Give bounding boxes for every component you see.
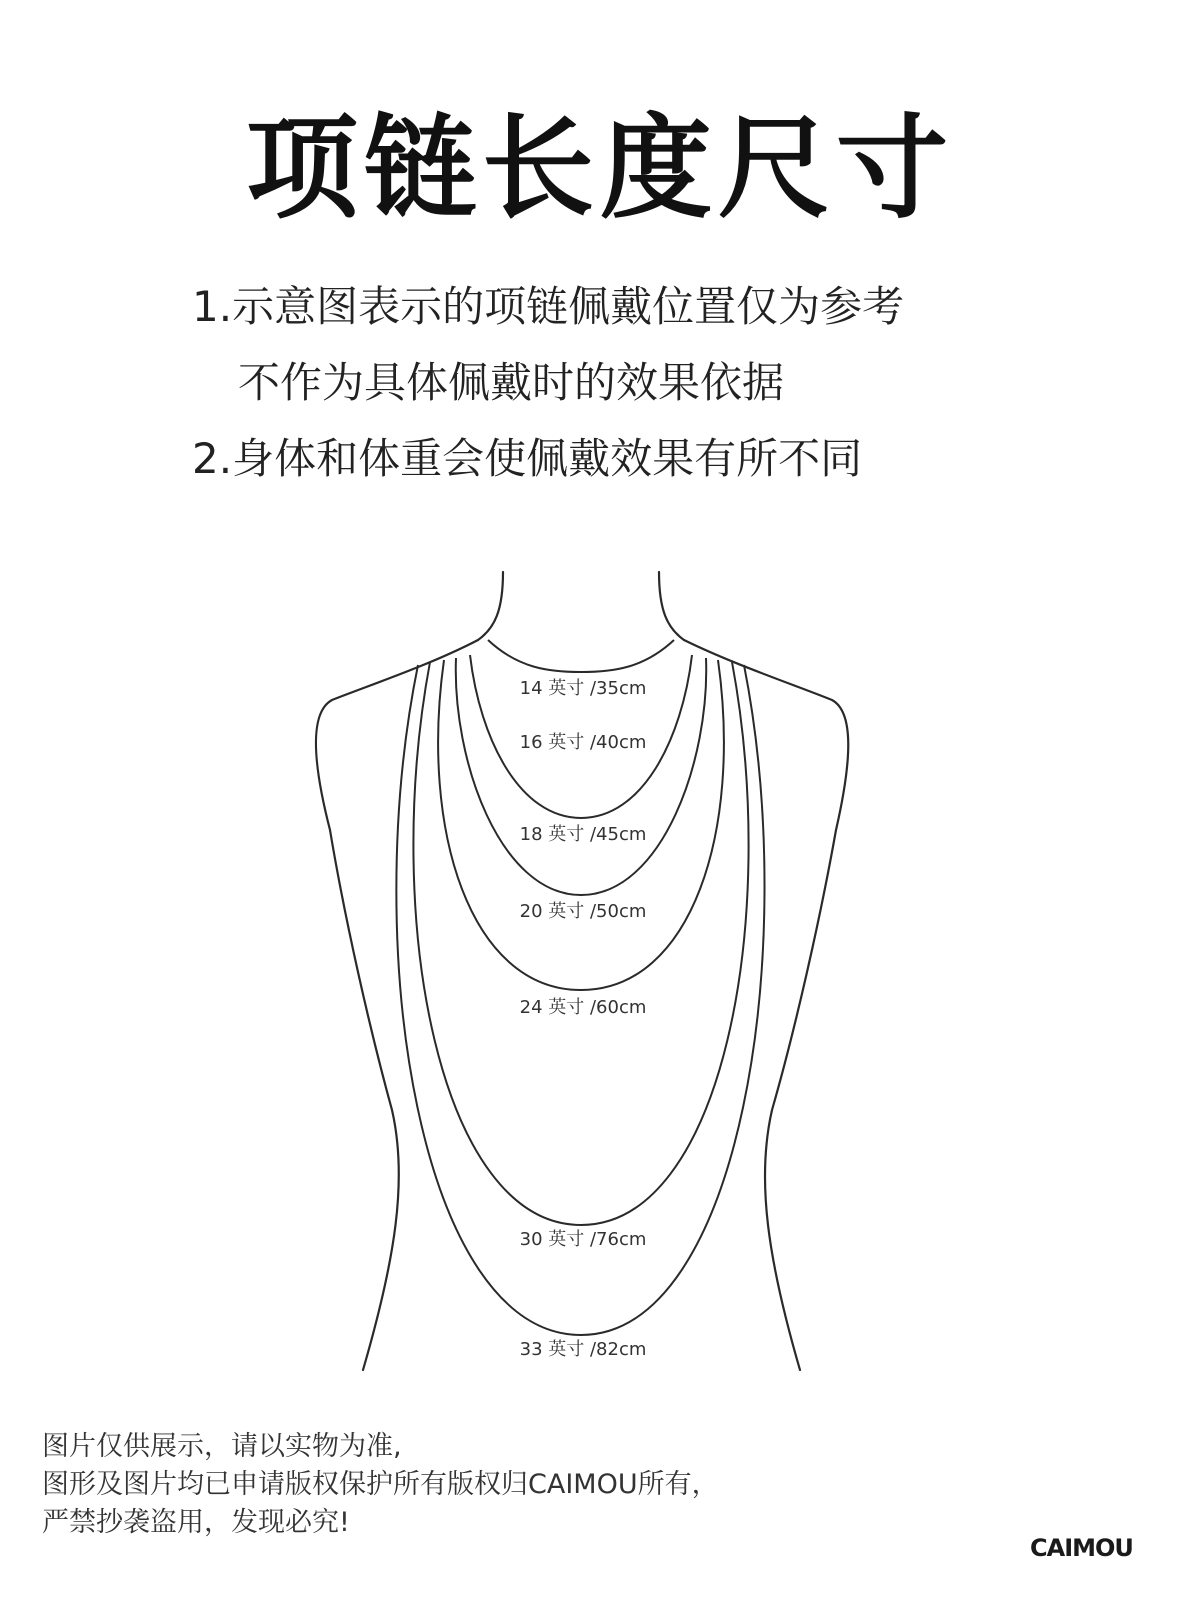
torso-right-outline bbox=[684, 640, 848, 1370]
size-label-14: 14 英寸 /35cm bbox=[519, 678, 647, 699]
size-label-18: 18 英寸 /45cm bbox=[519, 824, 647, 845]
page-title: 项链长度尺寸 bbox=[246, 104, 954, 234]
necklace-length-diagram bbox=[0, 560, 1200, 1380]
size-label-20: 20 英寸 /50cm bbox=[519, 901, 647, 922]
disclaimer-line-3: 严禁抄袭盗用，发现必究! bbox=[42, 1507, 350, 1538]
chain-14 bbox=[488, 640, 674, 672]
disclaimer-line-2: 图形及图片均已申请版权保护所有版权归CAIMOU所有， bbox=[42, 1469, 719, 1500]
neck-right-outline bbox=[659, 572, 684, 640]
note-line-1: 1.示意图表示的项链佩戴位置仅为参考 bbox=[192, 282, 905, 331]
torso-left-outline bbox=[316, 640, 478, 1370]
size-label-24: 24 英寸 /60cm bbox=[519, 997, 647, 1018]
note-line-2: 不作为具体佩戴时的效果依据 bbox=[238, 358, 785, 407]
disclaimer-line-1: 图片仅供展示，请以实物为准, bbox=[42, 1431, 402, 1462]
size-label-16: 16 英寸 /40cm bbox=[519, 732, 647, 753]
brand-logo: CAIMOU bbox=[1030, 1534, 1133, 1562]
size-label-33: 33 英寸 /82cm bbox=[519, 1339, 647, 1360]
torso-figure bbox=[0, 560, 1200, 1380]
note-line-3: 2.身体和体重会使佩戴效果有所不同 bbox=[192, 434, 863, 483]
neck-left-outline bbox=[478, 572, 503, 640]
size-label-30: 30 英寸 /76cm bbox=[519, 1229, 647, 1250]
disclaimer bbox=[42, 1428, 719, 1542]
